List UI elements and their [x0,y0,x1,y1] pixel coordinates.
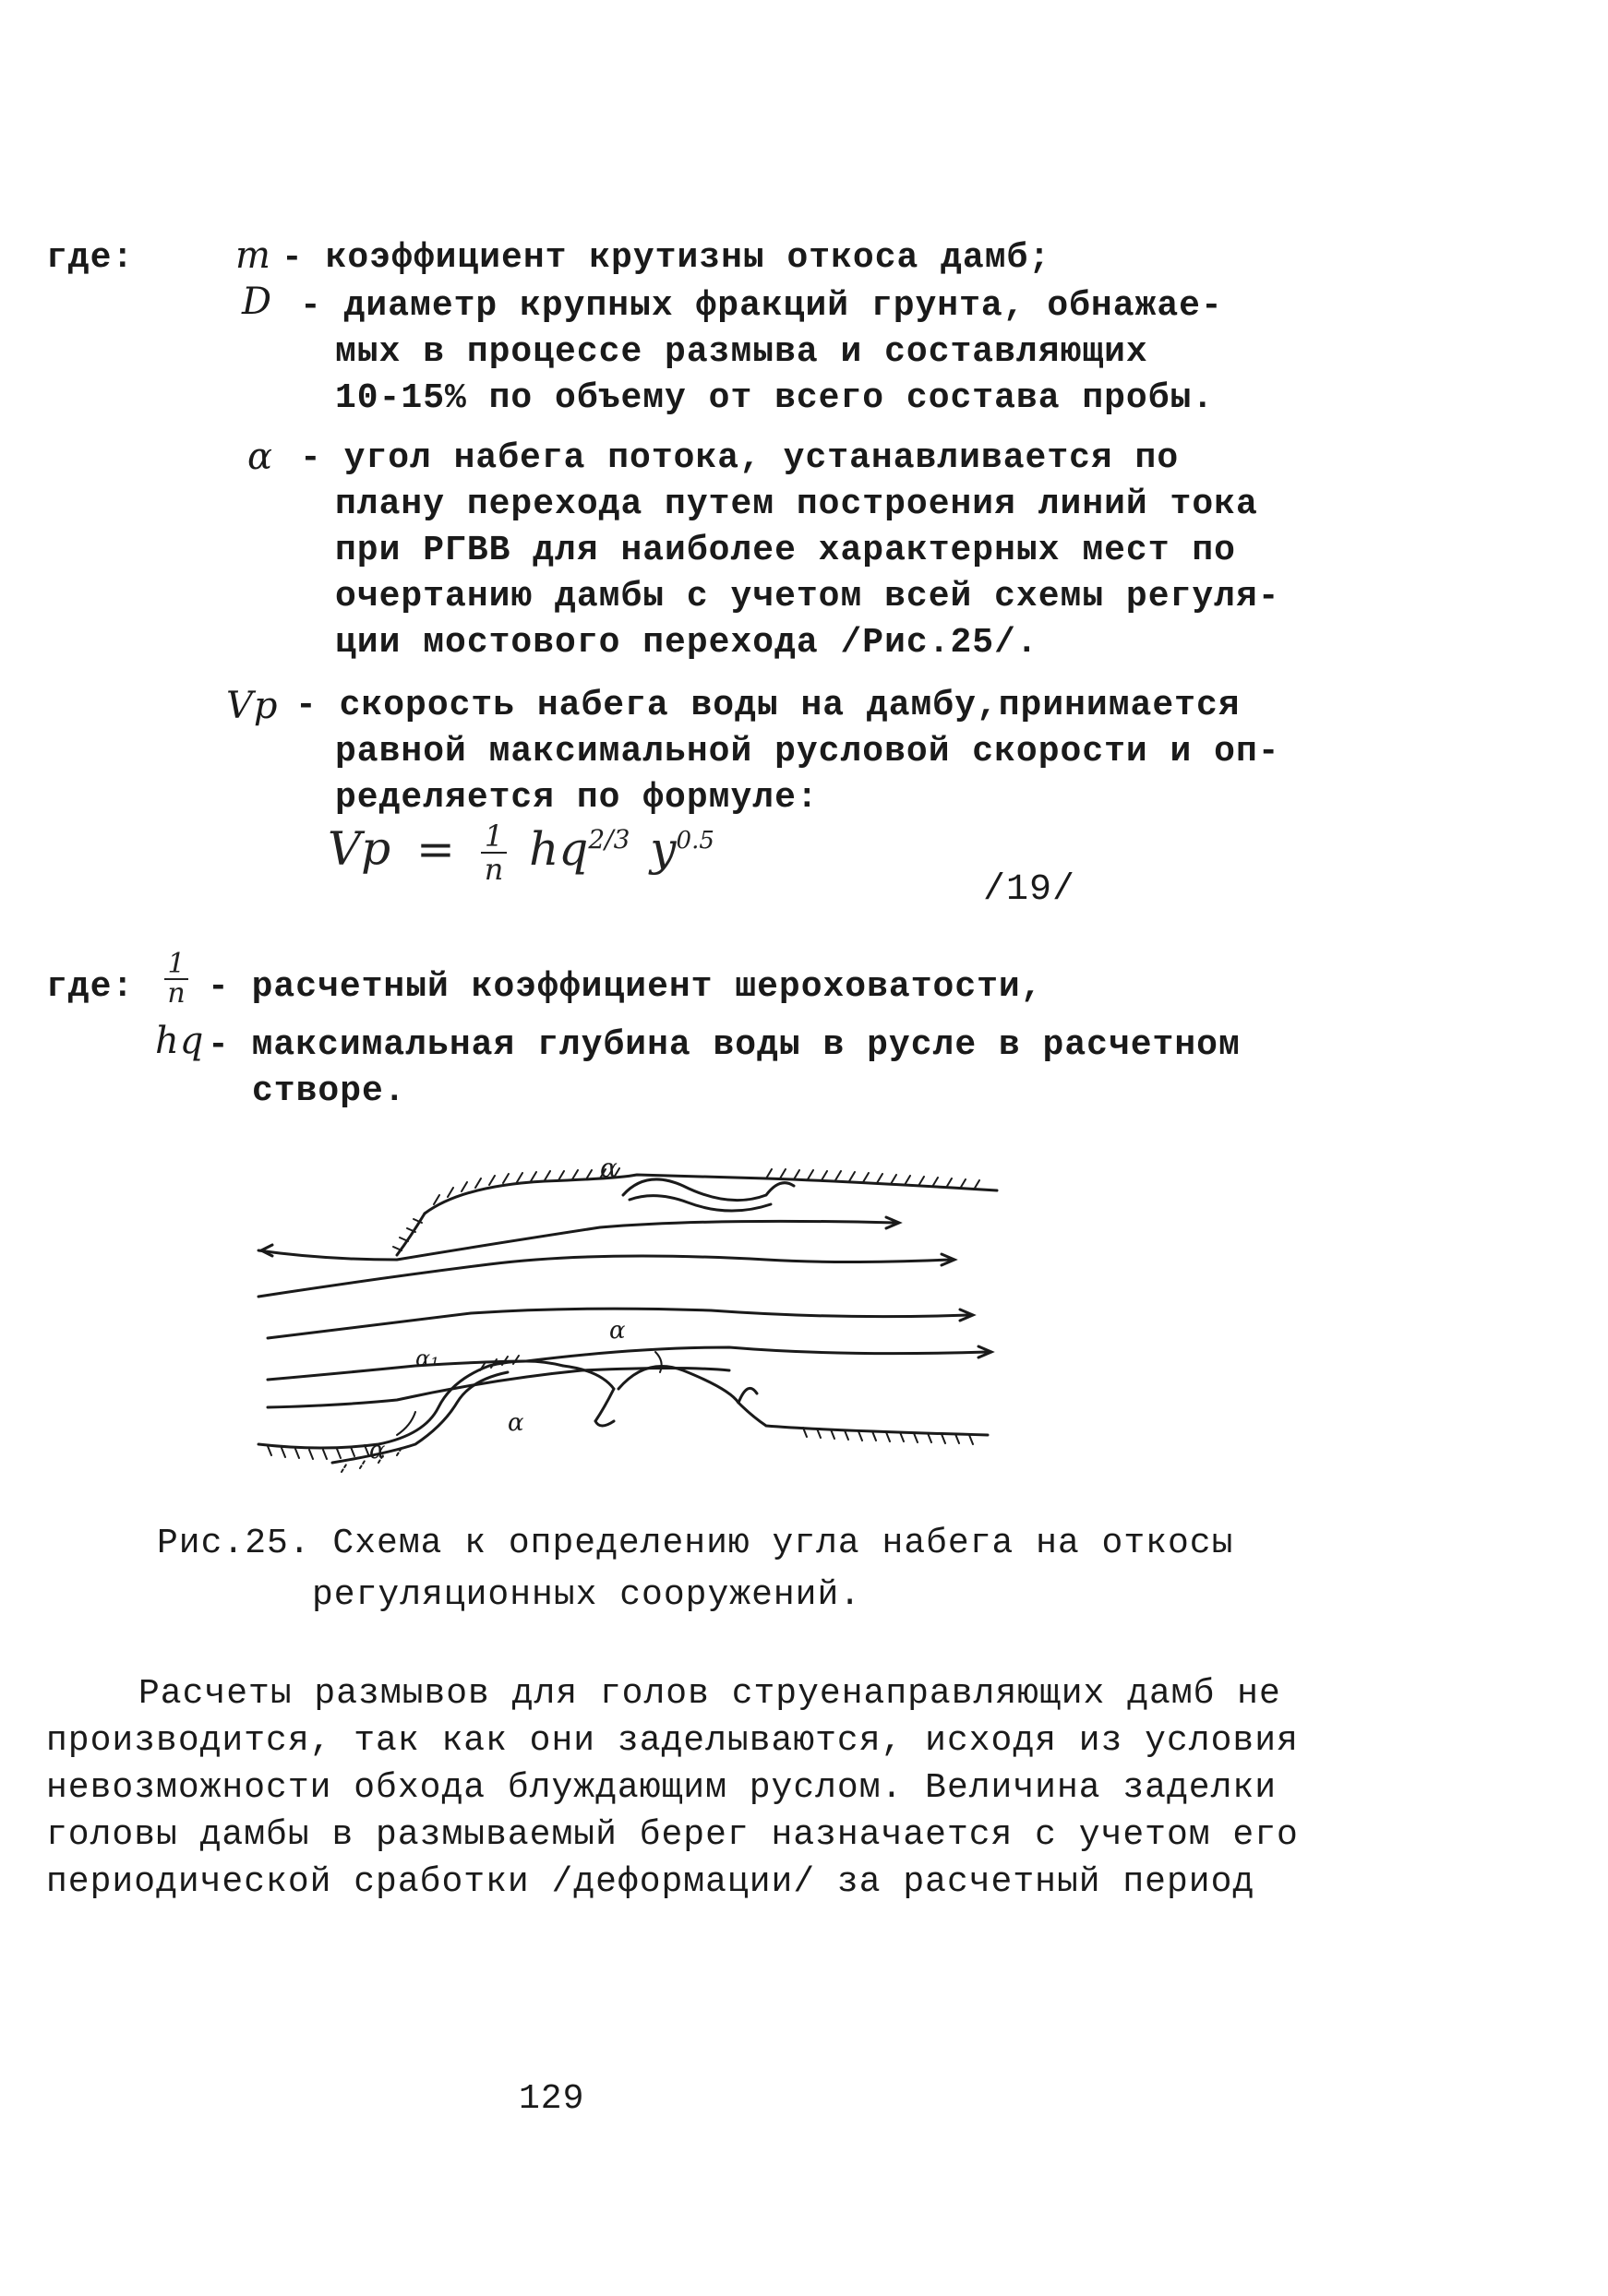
definition-line: - скорость набега воды на дамбу,принимается [295,686,1241,725]
definition-line: 10-15% по объему от всего состава пробы. [335,378,1215,418]
formula-equals: = [416,821,455,876]
formula [328,812,714,885]
symbol-m: m [235,234,271,277]
formula-depth: hq [529,821,589,876]
definition-line: створе. [252,1071,406,1111]
symbol-alpha: α [247,436,274,478]
angle-label-mid-lower: α [508,1409,524,1437]
definition-d-diameter [300,283,1223,422]
definition-line: - коэффициент крутизны откоса дамб; [282,238,1051,278]
symbol-vp: Vр [226,685,279,727]
formula-fraction [481,820,507,885]
flow-line-1 [258,1221,895,1260]
equation-number: /19/ [983,869,1076,911]
definition-m [282,235,1050,281]
angle-label-top: α [600,1158,618,1183]
symbol-one-over-n-numerator: 1 [167,948,186,980]
paragraph-line: производится, так как они заделываются, исходя из условия [46,1721,1299,1761]
lower-dam-head [563,1366,614,1426]
angle-label-left-lower: α [369,1437,386,1465]
figure-caption [157,1518,1233,1621]
definition-line: плану перехода путем построения линий тока [335,484,1258,524]
definition-line: при РГВВ для наиболее характерных мест по [335,531,1236,570]
definition-roughness [208,964,1043,1010]
symbol-one-over-n [164,948,188,1010]
upper-dam-inner [630,1196,771,1211]
definition-line: очертанию дамбы с учетом всей схемы регуля- [335,577,1280,616]
page-number: 129 [519,2079,585,2119]
definition-alpha [300,436,1280,666]
definition-line: ределяется по формуле: [335,778,819,818]
symbol-d-diameter: D [242,281,273,323]
caption-line-2: регуляционных сооружений. [312,1575,862,1615]
formula-fraction-denominator: n [484,851,504,887]
caption-line-1: Рис.25. Схема к определению угла набега на откосы [157,1524,1234,1563]
body-paragraph [46,1670,1299,1906]
definition-line: мых в процессе размыва и составляющих [335,332,1148,372]
lower-dam-tail [738,1388,757,1403]
paragraph-line: Расчеты размывов для голов струенаправляющих дамб не [138,1674,1281,1714]
symbol-hq: hq [155,1020,205,1062]
definition-vp [295,683,1280,821]
formula-y: y [650,821,677,876]
definition-line: - расчетный коэффициент шероховатости, [208,967,1043,1007]
figure-flow-scheme [249,1158,1006,1490]
angle-label-mid-upper: α [609,1317,626,1345]
paragraph-line: невозможности обхода блуждающим руслом. Величина заделки [46,1768,1278,1808]
definition-line: - максимальная глубина воды в русле в расчетном [208,1025,1241,1065]
upper-bank-slope [397,1214,425,1255]
formula-lhs: Vр [328,821,391,876]
formula-exponent-1: 2/3 [588,824,630,855]
definition-line: - угол набега потока, устанавливается по [300,438,1180,478]
flow-line-2 [258,1256,951,1297]
symbol-one-over-n-denominator: n [164,978,188,1008]
angle-label-left-upper: α₁ [415,1345,439,1371]
definition-line: равной максимальной русловой скорости и оп- [335,732,1280,771]
lower-dam-body [618,1367,988,1436]
lower-dam-outer [332,1372,508,1463]
upper-bank-hatching [434,1168,979,1204]
formula-fraction-numerator: 1 [481,820,507,854]
paragraph-line: периодической сработки /деформации/ за расчетный период [46,1862,1255,1902]
paragraph-line: головы дамбы в размываемый берег назначается с учетом его [46,1815,1299,1855]
definition-depth [208,1022,1241,1115]
definition-line: ции мостового перехода /Рис.25/. [335,623,1038,663]
where-label-1: где: [46,238,135,278]
formula-exponent-2: 0.5 [676,827,714,855]
where-label-2: где: [46,967,135,1007]
definition-line: - диаметр крупных фракций грунта, обнажае- [300,286,1223,326]
flow-line-4 [268,1347,988,1380]
